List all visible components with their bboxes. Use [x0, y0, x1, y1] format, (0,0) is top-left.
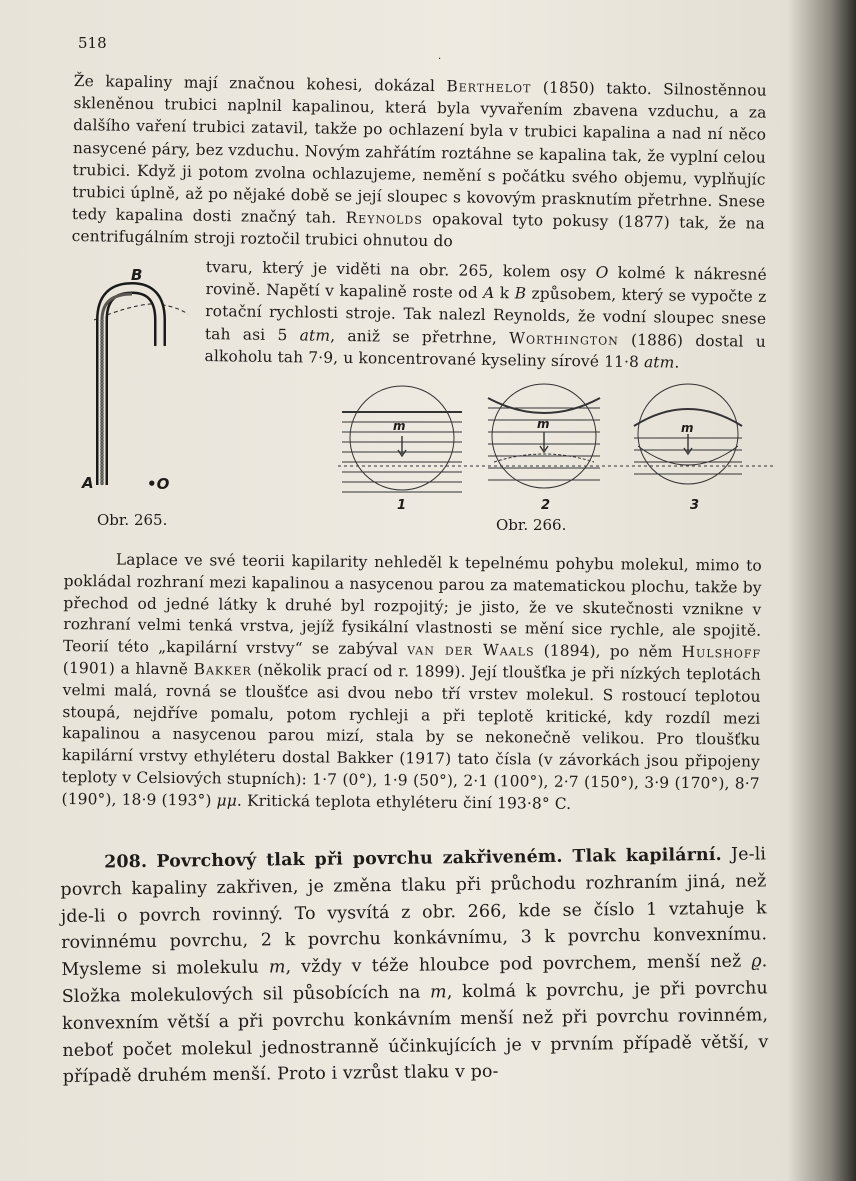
fig266-molecule-2: m — [537, 417, 550, 431]
name-hulshoff: Hulshoff — [681, 643, 762, 662]
fig266-num-1: 1 — [397, 498, 407, 513]
fig265-label-o: •O — [147, 475, 170, 493]
fig266-molecule-3: m — [681, 421, 694, 435]
figure-265-tube — [80, 280, 210, 500]
fig265-label-b: B — [131, 266, 143, 284]
figure-266-caption: Obr. 266. — [496, 516, 567, 534]
name-reynolds: Reynolds — [345, 209, 423, 229]
paragraph-capillary-layer: Laplace ve své teorii kapilarity nehleděl k tepelnému pohybu molekul, mimo to pokládal rozhraní mezi kapalinou a nasycenou parou za matematickou plochu, takže by přechod od jedné látky k druhé byl rozpojitý; je jisto, že ve skutečnosti vznikne v rozhraní velmi tenká vrstva, jejíž fysikální vlastnosti se mění sice rychle, ale spojitě. Teorií této „kapilární vrstvy“ se zabýval van der Waals (1894), po něm Hulshoff (1901) a hlavně Bakker (několik prací od r. 1899). Její tloušťka je při nízkých teplotách velmi malá, rovná se tloušťce asi dvou nebo tří vrstev molekul. S rostoucí teplotou stoupá, nejdříve pomalu, potom rychleji a při teplotě kritické, kdy rozdíl mezi kapalinou a nasycenou parou mizí, stala by se nekonečně velikou. Pro tloušťku kapilární vrstvy ethyléteru dostal Bakker (1917) tato čísla (v závorkách jsou připojeny teploty v Celsiových stupních): 1·7 (0°), 1·9 (50°), 2·1 (100°), 2·7 (150°), 3·9 (170°), 8·7 (190°), 18·9 (193°) μμ. Kritická teplota ethyléteru činí 193·8° C. — [61, 550, 762, 813]
section-heading: Povrchový tlak při povrchu zakřiveném. Tlak kapilární. — [156, 844, 722, 872]
paragraph-cohesion-top: Že kapaliny mají značnou kohesi, dokázal Berthelot (1850) takto. Silnostěnnou skleněnou trubici naplnil kapalinou, která byla vyvařením zbavena vzduchu, a za dalšího vaření trubici zatavil, takže po ochlazení byla v trubici kapalina a nad ní něco nasycené páry, bez vzduchu. Novým zahřátím roztáhne se kapalina tak, že vyplní celou trubici. Když ji potom zvolna ochlazujeme, nemění s počátku svého objemu, vyplňujíc trubici úplně, až po nějaké době se její sloupec s kovovým prasknutím přetrhne. Snese tedy kapalina dosti značný tah. Reynolds opakoval tyto pokusy (1877) tak, že na centrifugálním stroji roztočil trubici ohnutou do — [71, 71, 767, 251]
section-number: 208. — [104, 851, 148, 873]
name-worthington: Worthington — [509, 328, 619, 349]
page-number: 518 — [78, 34, 107, 52]
fig266-num-3: 3 — [690, 498, 700, 513]
fig265-label-a: A — [82, 474, 94, 492]
figure-266-surfaces — [338, 380, 778, 510]
figure-265-caption: Obr. 265. — [97, 511, 168, 529]
fig266-num-2: 2 — [541, 498, 551, 513]
name-van-der-waals: van der Waals — [407, 640, 535, 660]
speck: · — [438, 54, 442, 65]
name-berthelot: Berthelot — [446, 77, 532, 97]
fig266-molecule-1: m — [393, 419, 406, 433]
name-bakker: Bakker — [193, 660, 252, 679]
paragraph-cohesion-side: tvaru, který je viděti na obr. 265, kolem osy O kolmé k nákresné rovině. Napětí v kapalině roste od A k B způsobem, který se vypočte z rotační rychlosti stroje. Tak nalezl Reynolds, že vodní sloupec snese tah asi 5 atm, aniž se přetrhne, Worthington (1886) dostal u alkoholu tah 7·9, u koncentrované kyseliny sírové 11·8 atm. — [204, 257, 767, 372]
section-208: 208. Povrchový tlak při povrchu zakřiveném. Tlak kapilární. Je-li povrch kapaliny zakřiven, je změna tlaku při průchodu rozhraním jiná, než jde-li o povrch rovinný. To vysvítá z obr. 266, kde se číslo 1 vztahuje k rovinnému povrchu, 2 k povrchu konkávnímu, 3 k povrchu konvexnímu. Mysleme si molekulu m, vždy v téže hloubce pod povrchem, menší než ϱ. Složka molekulových sil působících na m, kolmá k povrchu, je při povrchu konvexním větší a při povrchu konkávním menší než při povrchu rovinném, neboť počet molekul jednostranně účinkujících je v prvním případě větší, v případě druhém menší. Proto i vzrůst tlaku v po- — [60, 844, 769, 1088]
